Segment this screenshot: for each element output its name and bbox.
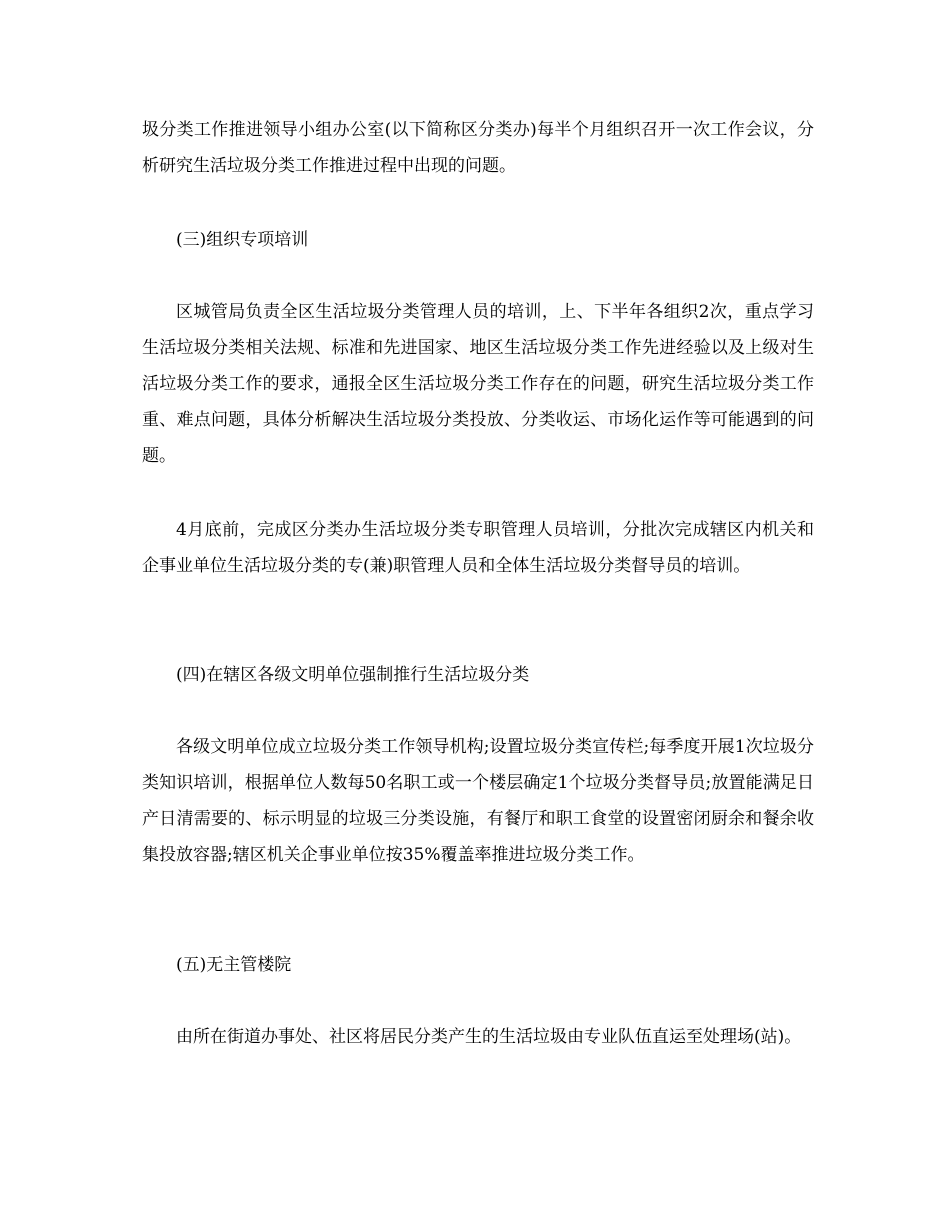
- section-heading-training: (三)组织专项培训: [176, 230, 309, 250]
- paragraph-training-schedule: 4月底前，完成区分类办生活垃圾分类专职管理人员培训，分批次完成辖区内机关和企事业单位生活垃圾分类的专(兼)职管理人员和全体生活垃圾分类督导员的培训。: [142, 520, 814, 576]
- paragraph-meeting: 圾分类工作推进领导小组办公室(以下简称区分类办)每半个月组织召开一次工作会议，分析研究生活垃圾分类工作推进过程中出现的问题。: [142, 120, 814, 176]
- section-heading-unmanaged-buildings: (五)无主管楼院: [176, 955, 292, 975]
- paragraph-training-responsibility: 区城管局负责全区生活垃圾分类管理人员的培训，上、下半年各组织2次，重点学习生活垃圾分类相关法规、标准和先进国家、地区生活垃圾分类工作先进经验以及上级对生活垃圾分类工作的要求，通报全区生活垃圾分类工作存在的问题，研究生活垃圾分类工作重、难点问题，具体分析解决生活垃圾分类投放、分类收运、市场化运作等可能遇到的问题。: [142, 302, 814, 466]
- paragraph-civilized-units: 各级文明单位成立垃圾分类工作领导机构;设置垃圾分类宣传栏;每季度开展1次垃圾分类知识培训，根据单位人数每50名职工或一个楼层确定1个垃圾分类督导员;放置能满足日产日清需要的、标示明显的垃圾三分类设施，有餐厅和职工食堂的设置密闭厨余和餐余收集投放容器;辖区机关企事业单位按35%覆盖率推进垃圾分类工作。: [142, 737, 814, 865]
- paragraph-unmanaged-buildings: 由所在街道办事处、社区将居民分类产生的生活垃圾由专业队伍直运至处理场(站)。: [176, 1027, 802, 1047]
- section-heading-civilized-units: (四)在辖区各级文明单位强制推行生活垃圾分类: [176, 665, 530, 685]
